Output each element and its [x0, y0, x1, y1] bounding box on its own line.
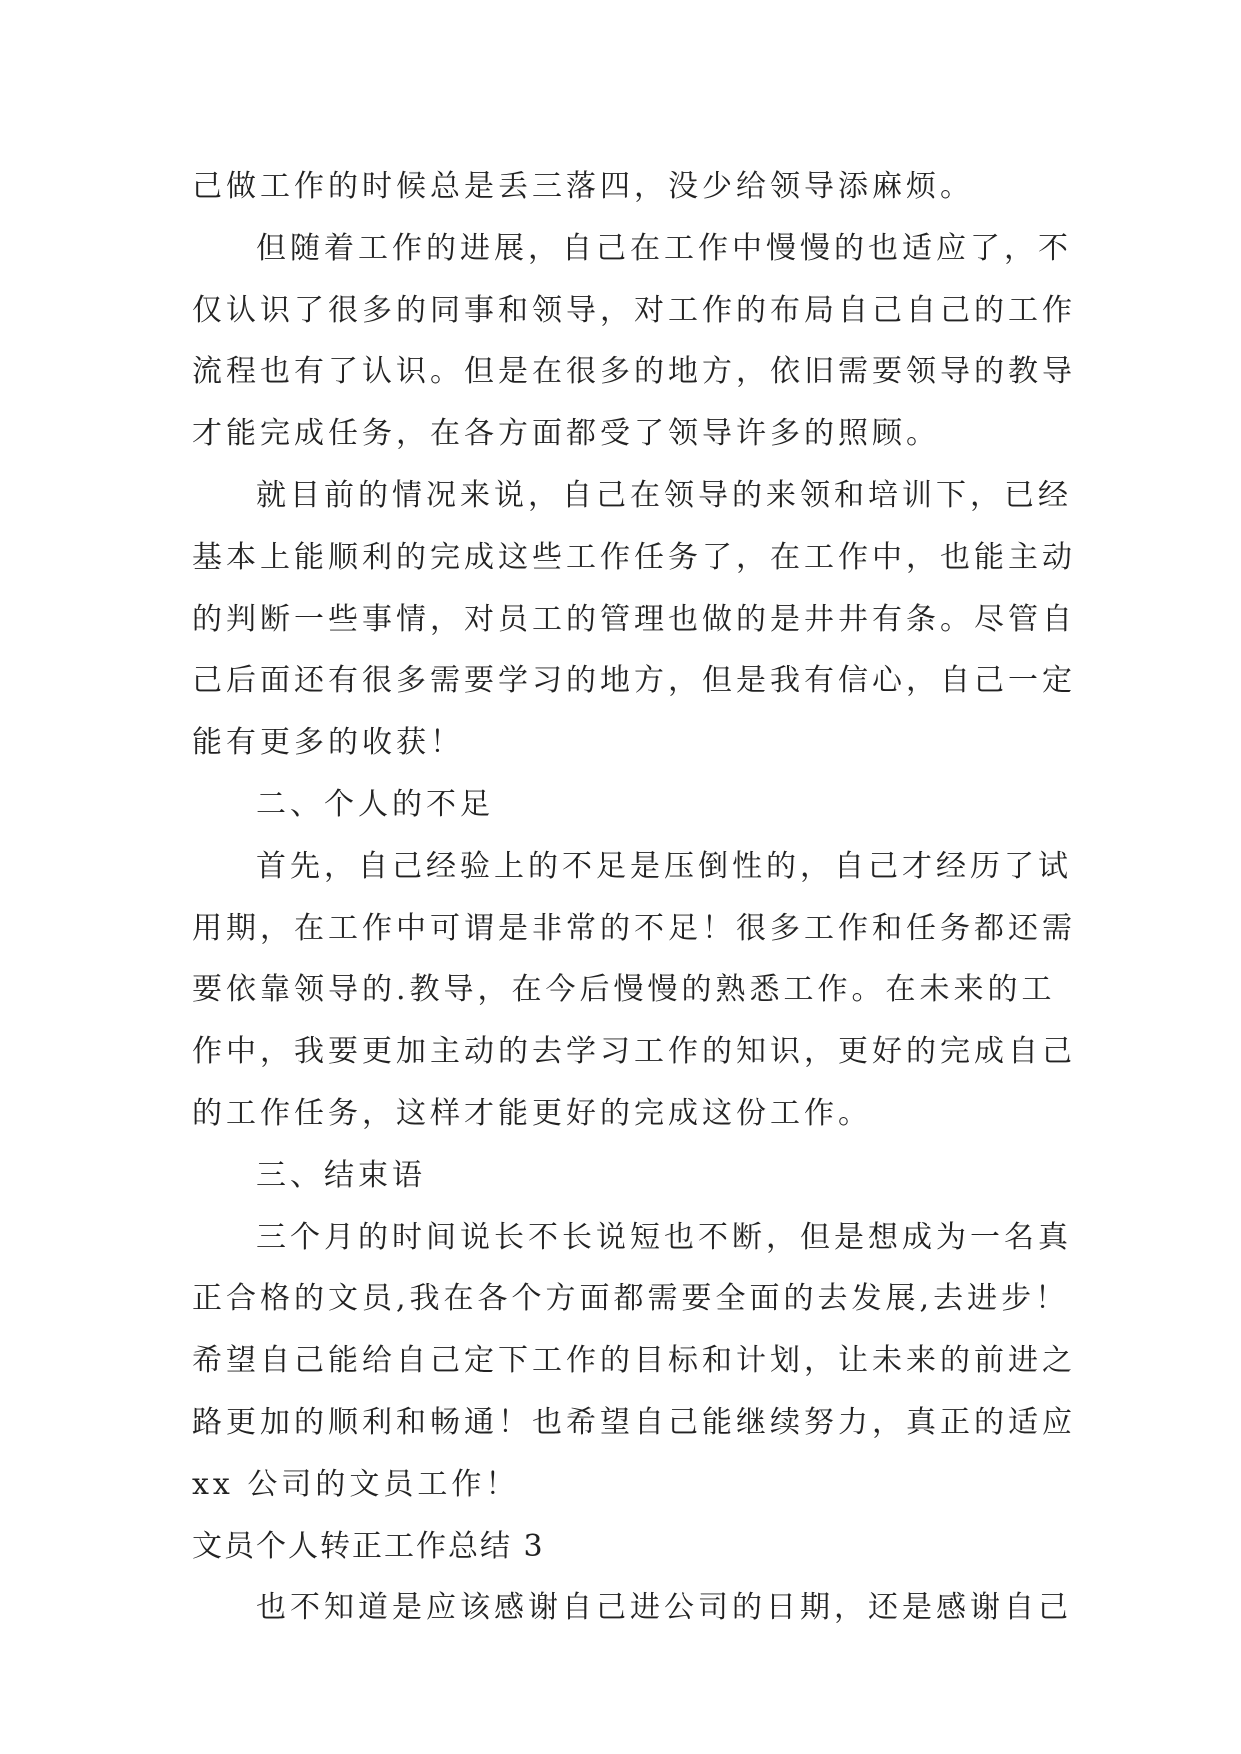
paragraph-line: 仅认识了很多的同事和领导，对工作的布局自己自己的工作: [192, 292, 1076, 328]
paragraph-line: 作中，我要更加主动的去学习工作的知识，更好的完成自己: [192, 1034, 1076, 1070]
paragraph-line: 要依靠领导的.教导，在今后慢慢的熟悉工作。在未来的工: [192, 972, 1056, 1008]
paragraph-line: 基本上能顺利的完成这些工作任务了，在工作中，也能主动: [192, 539, 1076, 575]
document-body: [192, 156, 1076, 1639]
paragraph-line: 流程也有了认识。但是在很多的地方，依旧需要领导的教导: [192, 354, 1076, 390]
section-heading: 三、结束语: [256, 1157, 426, 1193]
paragraph-line: 路更加的顺利和畅通！也希望自己能继续努力，真正的适应: [192, 1404, 1076, 1440]
paragraph-line: 用期，在工作中可谓是非常的不足！很多工作和任务都还需: [192, 910, 1076, 946]
paragraph-line: 希望自己能给自己定下工作的目标和计划，让未来的前进之: [192, 1343, 1076, 1379]
section-heading: 二、个人的不足: [256, 786, 494, 822]
paragraph-line: 的判断一些事情，对员工的管理也做的是井井有条。尽管自: [192, 601, 1076, 637]
paragraph-line: 己做工作的时候总是丢三落四，没少给领导添麻烦。: [192, 169, 974, 204]
document-title: 文员个人转正工作总结 3: [192, 1528, 545, 1564]
paragraph-line: 己后面还有很多需要学习的地方，但是我有信心，自己一定: [192, 663, 1076, 699]
paragraph-line: 的工作任务，这样才能更好的完成这份工作。: [192, 1095, 872, 1131]
paragraph-line: 才能完成任务，在各方面都受了领导许多的照顾。: [192, 416, 940, 452]
paragraph-line: 但随着工作的进展，自己在工作中慢慢的也适应了，不: [256, 230, 1072, 266]
paragraph-line: 首先，自己经验上的不足是压倒性的，自己才经历了试: [256, 848, 1072, 884]
paragraph-line: 能有更多的收获！: [192, 725, 464, 761]
paragraph-line: xx 公司的文员工作！: [192, 1466, 520, 1502]
paragraph-line: 三个月的时间说长不长说短也不断，但是想成为一名真: [256, 1219, 1072, 1255]
paragraph-line: 也不知道是应该感谢自己进公司的日期，还是感谢自己: [256, 1590, 1072, 1626]
paragraph-line: 就目前的情况来说，自己在领导的来领和培训下，已经: [256, 477, 1072, 513]
paragraph-line: 正合格的文员,我在各个方面都需要全面的去发展,去进步！: [192, 1281, 1070, 1317]
